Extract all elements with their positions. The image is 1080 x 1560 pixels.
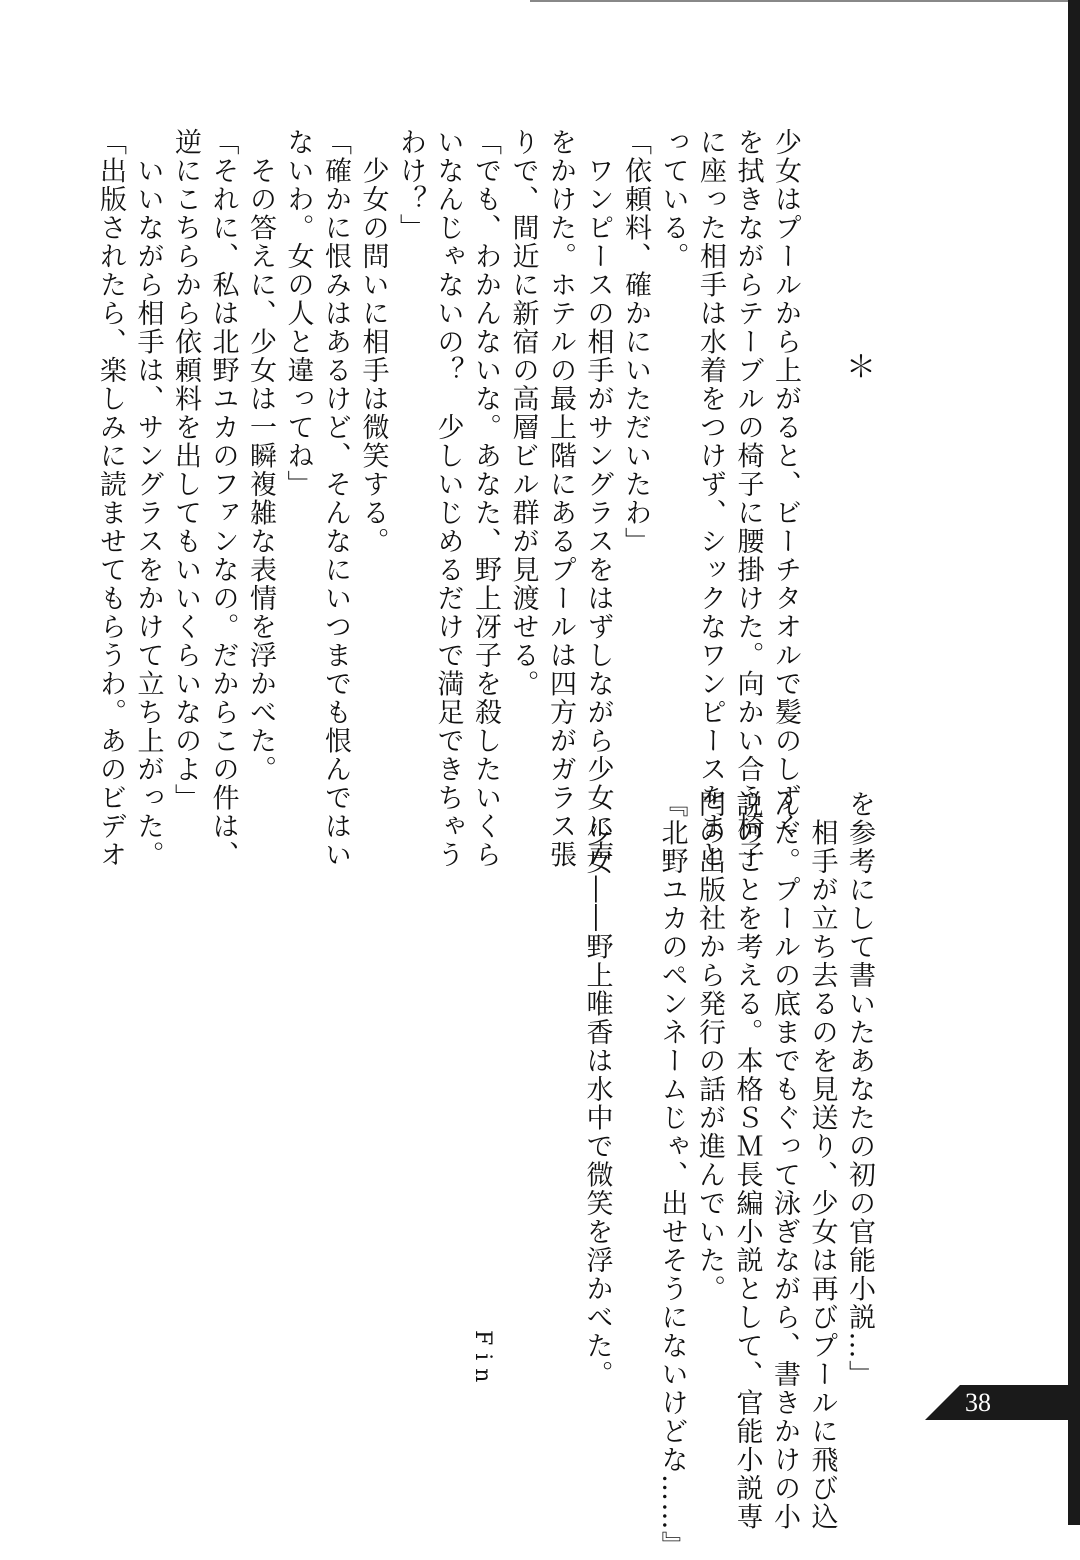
text-line: ないわ。女の人と違ってね」 — [282, 128, 314, 499]
text-line: わけ？」 — [395, 128, 426, 242]
text-line: いなんじゃないの？ 少しいじめるだけで満足できちゃう — [432, 128, 464, 869]
section-break-asterisk: ＊ — [846, 350, 876, 385]
text-line: 「それに、私は北野ユカのファンなの。だからこの件は、 — [207, 128, 239, 869]
page-edge-shadow — [1068, 0, 1080, 1525]
text-line: に座った相手は水着をつけず、シックなワンピースをまと — [695, 128, 726, 869]
page-number: 38 — [965, 1388, 991, 1417]
text-line: 『北野ユカのペンネームじゃ、出せそうにないけどな……』 — [656, 790, 688, 1560]
text-line: りで、間近に新宿の高層ビル群が見渡せる。 — [507, 128, 539, 698]
text-line: その答えに、少女は一瞬複雑な表情を浮かべた。 — [245, 128, 276, 784]
top-edge-line — [530, 0, 1080, 2]
text-line: 少女の問いに相手は微笑する。 — [357, 128, 389, 556]
text-line: をかけた。ホテルの最上階にあるプールは四方がガラス張 — [545, 128, 576, 869]
text-line: 相手が立ち去るのを見送り、少女は再びプールに飛び込 — [806, 790, 838, 1531]
text-line: 「確かに恨みはあるけど、そんなにいつまでも恨んではい — [320, 128, 351, 869]
text-line: 門の出版社から発行の話が進んでいた。 — [694, 790, 725, 1303]
page-number-tab — [925, 1385, 1070, 1420]
text-line: を拭きながらテーブルの椅子に腰掛けた。向かい合う椅子 — [732, 128, 764, 869]
text-line: 「出版されたら、楽しみに読ませてもらうわ。あのビデオ — [95, 128, 126, 869]
text-line: 逆にこちらから依頼料を出してもいいくらいなのよ」 — [170, 128, 201, 812]
text-line: ワンピースの相手がサングラスをはずしながら少女に声 — [582, 128, 614, 869]
end-mark: Fin — [470, 1330, 495, 1391]
text-line: を参考にして書いたあなたの初の官能小説…」 — [844, 790, 875, 1389]
text-line: いいながら相手は、サングラスをかけて立ち上がった。 — [132, 128, 164, 869]
text-line: っている。 — [657, 128, 689, 271]
text-line: 少女はプールから上がると、ビーチタオルで髪のしずく — [770, 128, 801, 841]
text-line: んだ。プールの底までもぐって泳ぎながら、書きかけの小 — [769, 790, 800, 1531]
text-line: 「依頼料、確かにいただいたわ」 — [620, 128, 651, 556]
text-line: 少女――野上唯香は水中で微笑を浮かべた。 — [581, 790, 613, 1389]
text-line: 「でも、わかんないな。あなた、野上冴子を殺したいくら — [470, 128, 501, 869]
text-line: 説のことを考える。本格ＳＭ長編小説として、官能小説専 — [731, 790, 763, 1531]
